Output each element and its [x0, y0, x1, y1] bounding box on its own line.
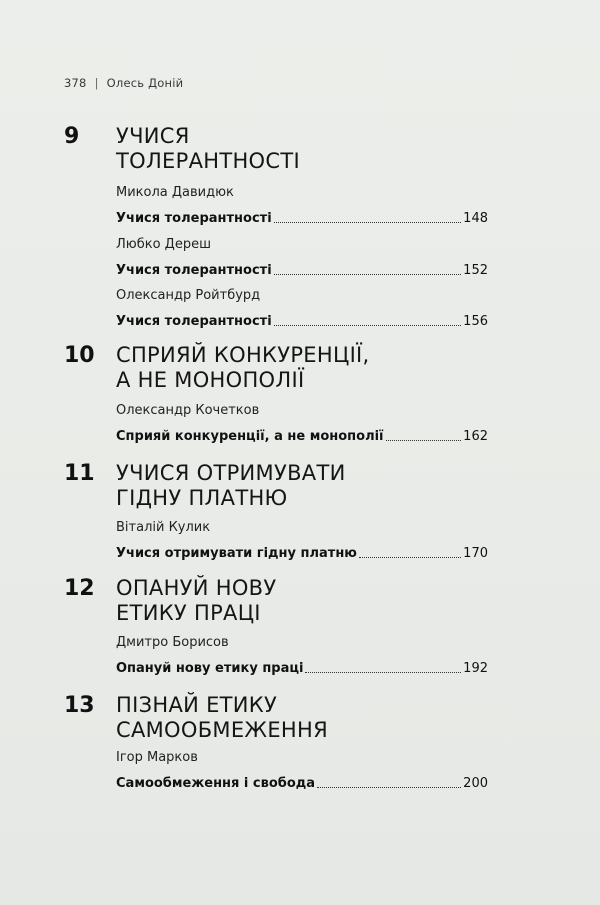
toc-entry [116, 184, 488, 228]
entry-title: Сприяй конкуренції, а не монополії [116, 429, 384, 444]
section-title-line: САМООБМЕЖЕННЯ [116, 718, 328, 742]
section-title [116, 693, 476, 743]
toc-link[interactable] [116, 775, 488, 793]
dot-leader [359, 556, 461, 558]
section-number: 11 [64, 461, 95, 486]
entry-page-number: 192 [463, 661, 488, 676]
entry-title: Самообмеження і свобода [116, 776, 316, 791]
entry-title: Учися толерантності [116, 314, 272, 329]
section-title [116, 124, 476, 174]
entry-author: Олександр Ройтбурд [116, 288, 261, 303]
section-title-line: ПІЗНАЙ ЕТИКУ [116, 693, 278, 717]
entry-page-number: 200 [463, 776, 488, 791]
toc-entry [116, 402, 488, 446]
toc-entry [116, 634, 488, 678]
entry-page-number: 148 [463, 211, 488, 226]
entry-page-number: 162 [463, 429, 488, 444]
entry-title: Опануй нову етику праці [116, 661, 304, 676]
toc-entry [116, 749, 488, 793]
dot-leader [274, 324, 462, 326]
toc-link[interactable] [116, 262, 488, 280]
toc-entry [116, 287, 488, 331]
toc-entry [116, 519, 488, 563]
section-number: 12 [64, 576, 95, 601]
entry-page-number: 152 [463, 263, 488, 278]
header-separator: | [94, 76, 99, 90]
section-number: 9 [64, 124, 80, 149]
dot-leader [274, 221, 462, 223]
toc-link[interactable] [116, 660, 488, 678]
entry-page-number: 156 [463, 314, 488, 329]
section-number: 10 [64, 343, 95, 368]
section-title-line: ТОЛЕРАНТНОСТІ [116, 149, 300, 173]
toc-link[interactable] [116, 428, 488, 446]
section-title-line: СПРИЯЙ КОНКУРЕНЦІЇ, [116, 343, 370, 367]
header-author: Олесь Доній [106, 76, 184, 90]
section-title-line: УЧИСЯ [116, 124, 190, 148]
entry-page-number: 170 [463, 546, 488, 561]
entry-author: Микола Давидюк [116, 185, 234, 200]
dot-leader [386, 439, 462, 441]
section-title-line: ОПАНУЙ НОВУ [116, 576, 277, 600]
section-title [116, 576, 476, 626]
toc-link[interactable] [116, 545, 488, 563]
dot-leader [317, 786, 461, 788]
entry-author: Ігор Марков [116, 750, 198, 765]
section-title [116, 343, 476, 393]
toc-link[interactable] [116, 313, 488, 331]
running-header [64, 76, 183, 90]
entry-title: Учися толерантності [116, 263, 272, 278]
header-page-number: 378 [64, 76, 87, 90]
toc-entry [116, 236, 488, 280]
entry-author: Дмитро Борисов [116, 635, 229, 650]
section-title-line: УЧИСЯ ОТРИМУВАТИ [116, 461, 346, 485]
section-title-line: ЕТИКУ ПРАЦІ [116, 601, 261, 625]
section-number: 13 [64, 693, 95, 718]
section-title-line: ГІДНУ ПЛАТНЮ [116, 486, 288, 510]
section-title-line: А НЕ МОНОПОЛІЇ [116, 368, 305, 392]
dot-leader [305, 671, 461, 673]
entry-title: Учися отримувати гідну платню [116, 546, 357, 561]
entry-author: Олександр Кочетков [116, 403, 260, 418]
entry-title: Учися толерантності [116, 211, 272, 226]
entry-author: Любко Дереш [116, 237, 211, 252]
entry-author: Віталій Кулик [116, 520, 211, 535]
toc-link[interactable] [116, 210, 488, 228]
section-title [116, 461, 476, 511]
dot-leader [274, 273, 462, 275]
